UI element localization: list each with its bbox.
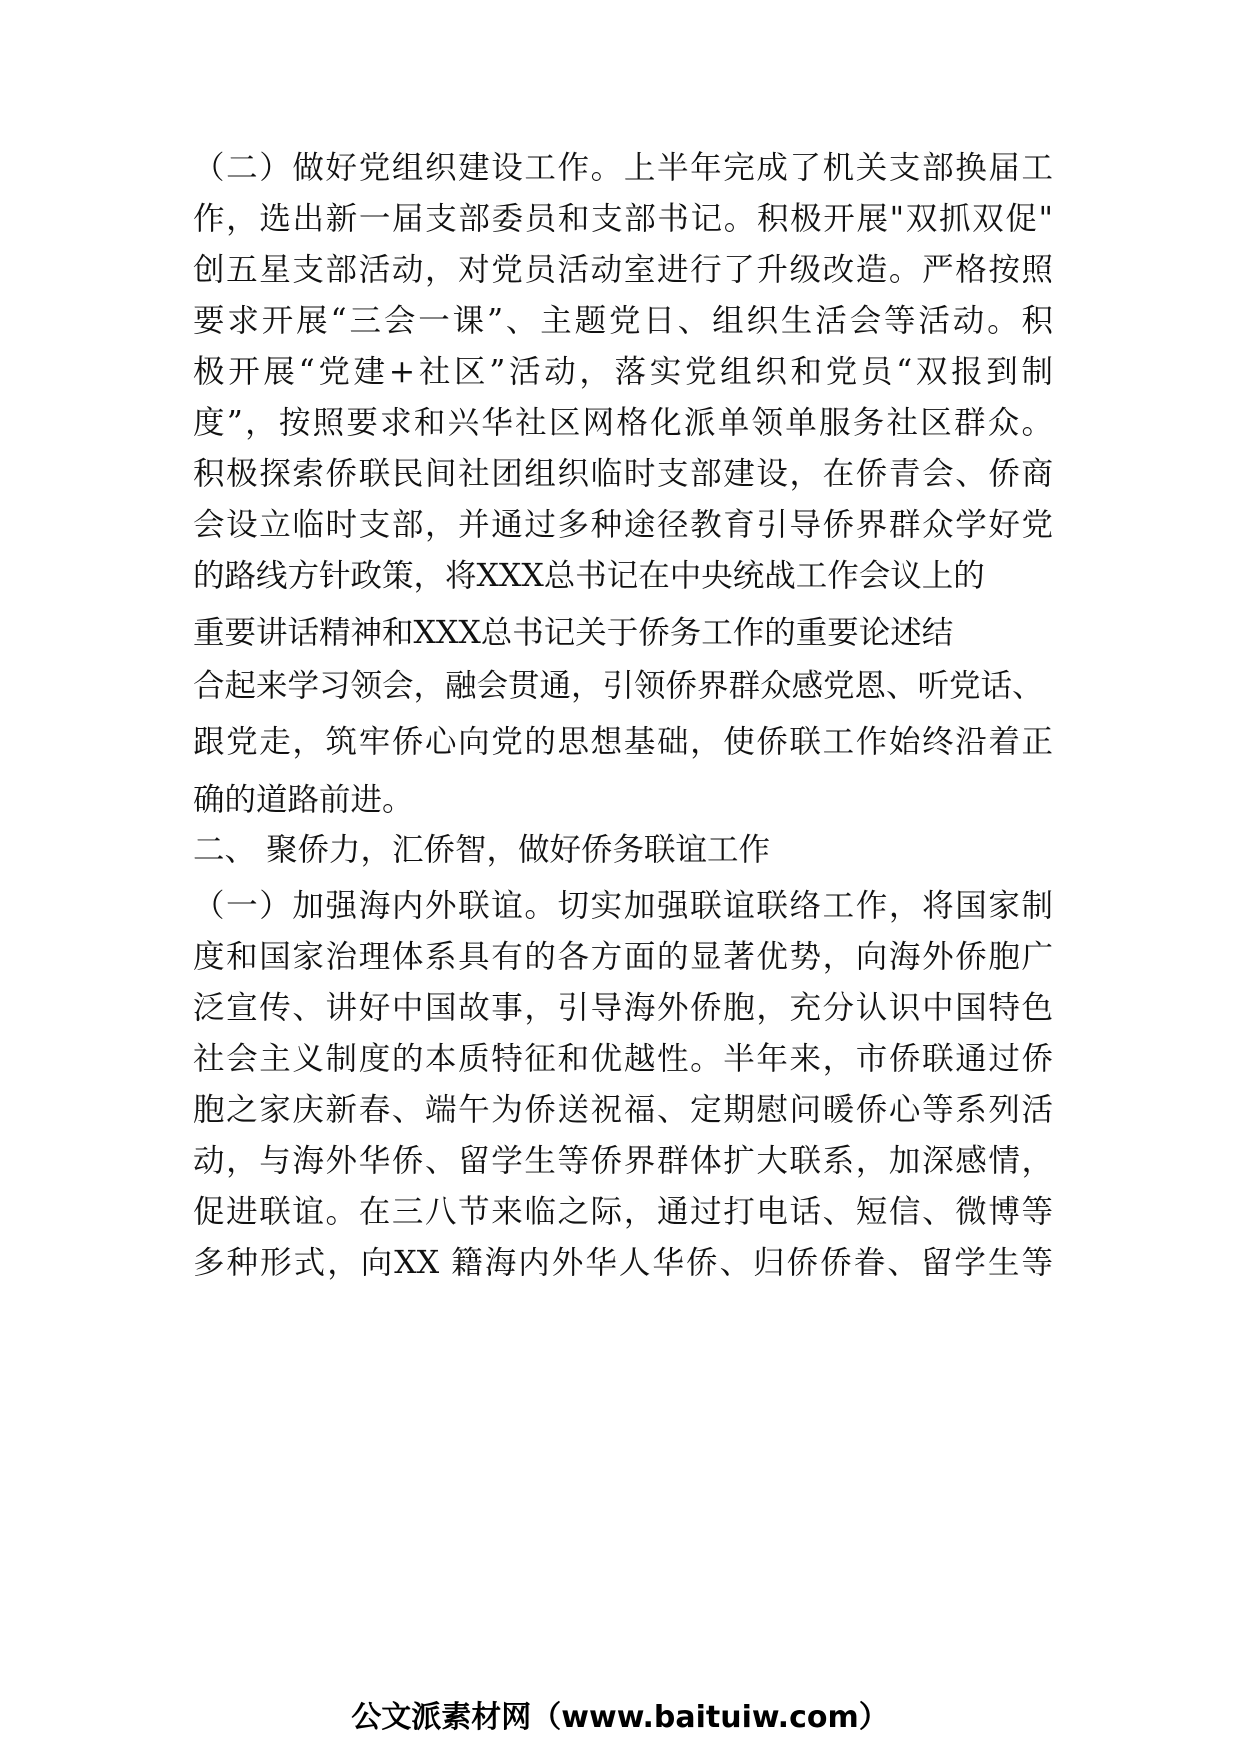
- text-line: 跟党走，筑牢侨心向党的思想基础，使侨联工作始终沿着正: [193, 724, 1053, 760]
- text-line: （一）加强海内外联谊。切实加强联谊联络工作，将国家制: [193, 888, 1053, 924]
- text-line: 度”，按照要求和兴华社区网格化派单领单服务社区群众。: [193, 405, 1053, 441]
- text-line: 社会主义制度的本质特征和优越性。半年来，市侨联通过侨: [193, 1041, 1053, 1077]
- text-line: 积极探索侨联民间社团组织临时支部建设，在侨青会、侨商: [193, 456, 1053, 492]
- text-line: （二）做好党组织建设工作。上半年完成了机关支部换届工: [193, 150, 1053, 186]
- section-heading: 二、 聚侨力，汇侨智，做好侨务联谊工作: [193, 832, 771, 868]
- text-line: 合起来学习领会，融会贯通，引领侨界群众感党恩、听党话、: [193, 668, 1044, 704]
- text-line: 度和国家治理体系具有的各方面的显著优势，向海外侨胞广: [193, 939, 1053, 975]
- text-line: 创五星支部活动，对党员活动室进行了升级改造。严格按照: [193, 252, 1053, 288]
- text-line: 极开展“党建+社区”活动，落实党组织和党员“双报到制: [193, 354, 1053, 390]
- text-line: 重要讲话精神和XXX总书记关于侨务工作的重要论述结: [193, 615, 954, 651]
- footer-watermark: 公文派素材网（www.baituiw.com）: [351, 1700, 889, 1735]
- text-line: 要求开展“三会一课”、主题党日、组织生活会等活动。积: [193, 303, 1053, 339]
- text-line: 多种形式，向XX 籍海内外华人华侨、归侨侨眷、留学生等: [193, 1245, 1053, 1281]
- text-line: 胞之家庆新春、端午为侨送祝福、定期慰问暖侨心等系列活: [193, 1092, 1053, 1128]
- text-line: 的路线方针政策，将XXX总书记在中央统战工作会议上的: [193, 558, 985, 594]
- text-line: 会设立临时支部，并通过多种途径教育引导侨界群众学好党: [193, 507, 1053, 543]
- text-line: 确的道路前进。: [193, 782, 414, 818]
- text-line: 动，与海外华侨、留学生等侨界群体扩大联系，加深感情，: [193, 1143, 1053, 1179]
- text-line: 促进联谊。在三八节来临之际，通过打电话、短信、微博等: [193, 1194, 1053, 1230]
- text-line: 泛宣传、讲好中国故事，引导海外侨胞，充分认识中国特色: [193, 990, 1053, 1026]
- text-line: 作，选出新一届支部委员和支部书记。积极开展"双抓双促": [193, 201, 1053, 237]
